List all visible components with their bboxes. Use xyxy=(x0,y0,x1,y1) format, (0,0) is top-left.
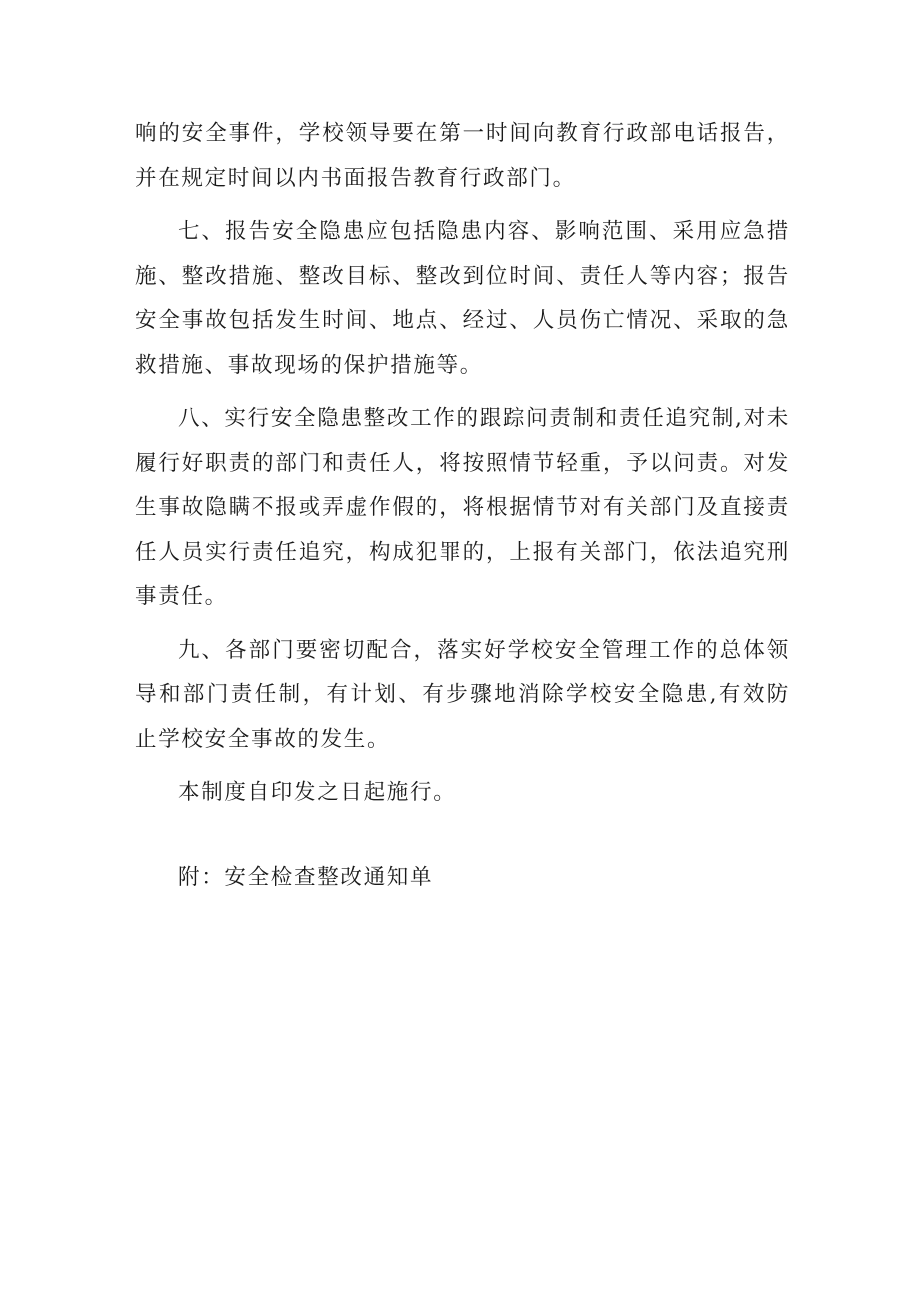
paragraph-continuation: 响的安全事件，学校领导要在第一时间向教育行政部电话报告，并在规定时间以内书面报告教育行政部门。 xyxy=(135,121,790,191)
paragraph-nine: 九、各部门要密切配合，落实好学校安全管理工作的总体领导和部门责任制，有计划、有步骤地消除学校安全隐患,有效防止学校安全事故的发生。 xyxy=(135,637,790,752)
attachment-note: 附：安全检查整改通知单 xyxy=(178,864,434,890)
paragraph-seven: 七、报告安全隐患应包括隐患内容、影响范围、采用应急措施、整改措施、整改目标、整改到位时间、责任人等内容；报告安全事故包括发生时间、地点、经过、人员伤亡情况、采取的急救措施、事故现场的保护措施等。 xyxy=(135,219,790,378)
paragraph-eight: 八、实行安全隐患整改工作的跟踪问责制和责任追究制,对未履行好职责的部门和责任人，将按照情节轻重，予以问责。对发生事故隐瞒不报或弄虚作假的，将根据情节对有关部门及直接责任人员实行责任追究，构成犯罪的，上报有关部门，依法追究刑事责任。 xyxy=(135,406,790,609)
paragraph-effective-date: 本制度自印发之日起施行。 xyxy=(178,780,457,805)
document-body xyxy=(135,112,790,909)
